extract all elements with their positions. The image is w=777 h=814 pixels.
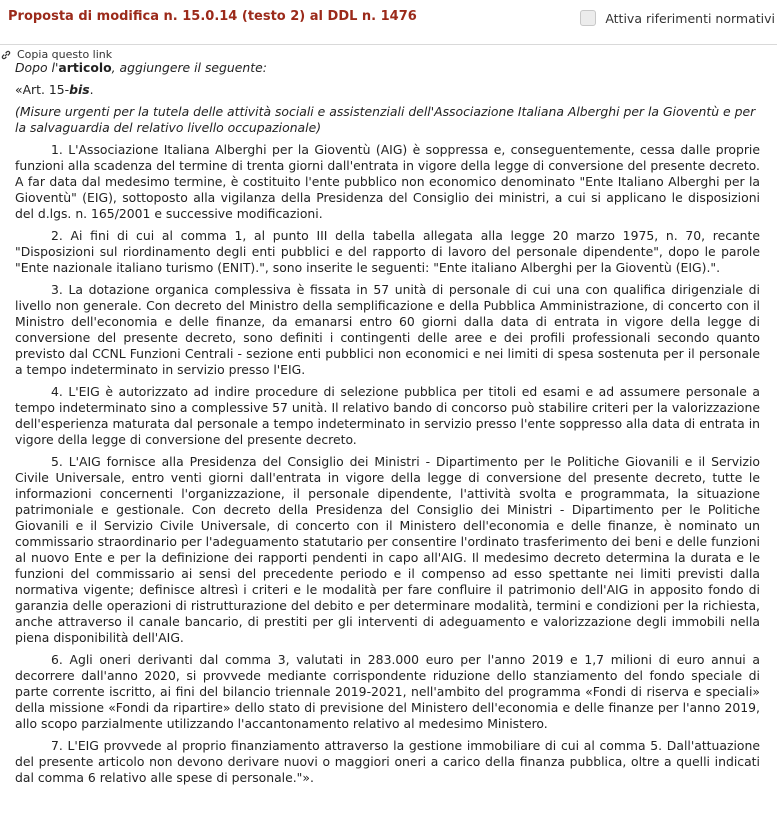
comma-6: 6. Agli oneri derivanti dal comma 3, valutati in 283.000 euro per l'anno 2019 e 1,7 milioni di euro annui a decorrere dall'anno 2020, si provvede mediante corrispondente riduzione dello stanziamento del fondo speciale di parte corrente iscritto, ai fini del bilancio triennale 2019-2021, nell'ambito del programma «Fondi di riserva e speciali» della missione «Fondi da ripartire» dello stato di previsione del Ministero dell'economia e delle finanze per l'anno 2019, allo scopo parzialmente utilizzando l'accantonamento relativo al medesimo Ministero.	[15, 652, 760, 731]
article-bis: bis	[69, 82, 90, 97]
article-heading: (Misure urgenti per la tutela delle attività sociali e assistenziali dell'Associazione Italiana Alberghi per la Gioventù e per la salvaguardia del relativo livello occupazionale)	[15, 104, 756, 135]
article-suffix: .	[89, 82, 94, 97]
normative-references-toggle[interactable]	[580, 10, 775, 26]
normative-references-checkbox[interactable]	[580, 10, 596, 26]
comma-4: 4. L'EIG è autorizzato ad indire procedure di selezione pubblica per titoli ed esami e ad assumere personale a tempo indeterminato sino a complessive 57 unità. Il relativo bando di concorso può stabilire criteri per la valorizzazione dell'esperienza maturata dal personale a tempo indeterminato in servizio presso l'ente soppresso alla data di entrata in vigore della legge di conversione del presente decreto.	[15, 384, 760, 447]
copy-link-label[interactable]: Copia questo link	[17, 48, 113, 61]
normative-references-label[interactable]: Attiva riferimenti normativi	[605, 10, 775, 26]
link-icon	[0, 49, 12, 61]
page-header	[0, 0, 777, 45]
intro-part2: , aggiungere il seguente:	[111, 60, 267, 75]
comma-3: 3. La dotazione organica complessiva è fissata in 57 unità di personale di cui una con qualifica dirigenziale di livello non generale. Con decreto del Ministro della semplificazione e della Pubblica Amministrazione, di concerto con il Ministro dell'economia e delle finanze, da emanarsi entro 60 giorni dalla data di entrata in vigore della legge di conversione del presente decreto, sono definiti i contingenti delle aree e dei profili professionali secondo quanto previsto dal CCNL Funzioni Centrali - sezione enti pubblici non economici e nei limiti di spesa sostenuta per il personale a tempo indeterminato in servizio presso l'EIG.	[15, 282, 760, 377]
comma-1: 1. L'Associazione Italiana Alberghi per la Gioventù (AIG) è soppressa e, conseguentemente, cessa dalle proprie funzioni alla scadenza del termine di trenta giorni dall'entrata in vigore della legge di conversione del presente decreto. A far data dal medesimo termine, è costituito l'ente pubblico non economico denominato "Ente Italiano Alberghi per la Gioventù" (EIG), sottoposto alla vigilanza della Presidenza del Consiglio dei ministri, a cui si applicano le disposizioni del d.lgs. n. 165/2001 e successive modificazioni.	[15, 142, 760, 221]
comma-7: 7. L'EIG provvede al proprio finanziamento attraverso la gestione immobiliare di cui al comma 5. Dall'attuazione del presente articolo non devono derivare nuovi o maggiori oneri a carico della finanza pubblica, oltre a quelli indicati dal comma 6 relativo alle spese di personale."».	[15, 738, 760, 785]
article-label	[15, 82, 760, 98]
page-title: Proposta di modifica n. 15.0.14 (testo 2) al DDL n. 1476	[8, 9, 417, 24]
amendment-text	[15, 60, 760, 792]
intro-part1: Dopo l'	[15, 60, 59, 75]
article-prefix: «Art. 15-	[15, 82, 70, 97]
comma-2: 2. Ai fini di cui al comma 1, al punto III della tabella allegata alla legge 20 marzo 1975, n. 70, recante "Disposizioni sul riordinamento degli enti pubblici e del rapporto di lavoro del personale dipendente", dopo le parole "Ente nazionale italiano turismo (ENIT).", sono inserite le seguenti: "Ente italiano Alberghi per la Gioventù (EIG).".	[15, 228, 760, 275]
comma-5: 5. L'AIG fornisce alla Presidenza del Consiglio dei Ministri - Dipartimento per le Politiche Giovanili e il Servizio Civile Universale, entro venti giorni dall'entrata in vigore della legge di conversione del presente decreto, tutte le informazioni concernenti l'organizzazione, il personale dipendente, l'attività svolta e programmata, la situazione patrimoniale e gestionale. Con decreto della Presidenza del Consiglio dei Ministri - Dipartimento per le Politiche Giovanili e il Servizio Civile Universale, di concerto con il Ministero dell'economia e delle finanze, è nominato un commissario straordinario per l'adeguamento statutario per consentire l'ordinato trasferimento dei beni e delle funzioni al nuovo Ente e per la definizione dei rapporti pendenti in capo all'AIG. Il medesimo decreto determina la durata e le funzioni del commissario ai sensi del precedente periodo e il compenso ad esso spettante nei limiti previsti dalla normativa vigente; definisce altresì i criteri e le modalità per fare confluire il patrimonio dell'AIG in apposito fondo di garanzia delle operazioni di ristrutturazione del debito e per determinare modalità, termini e condizioni per la richiesta, anche attraverso il canale bancario, di prestiti per gli interventi di adeguamento e valorizzazione degli immobili nella piena disponibilità dell'AIG.	[15, 454, 760, 645]
intro-bold: articolo	[58, 60, 112, 75]
intro-line	[15, 60, 760, 76]
